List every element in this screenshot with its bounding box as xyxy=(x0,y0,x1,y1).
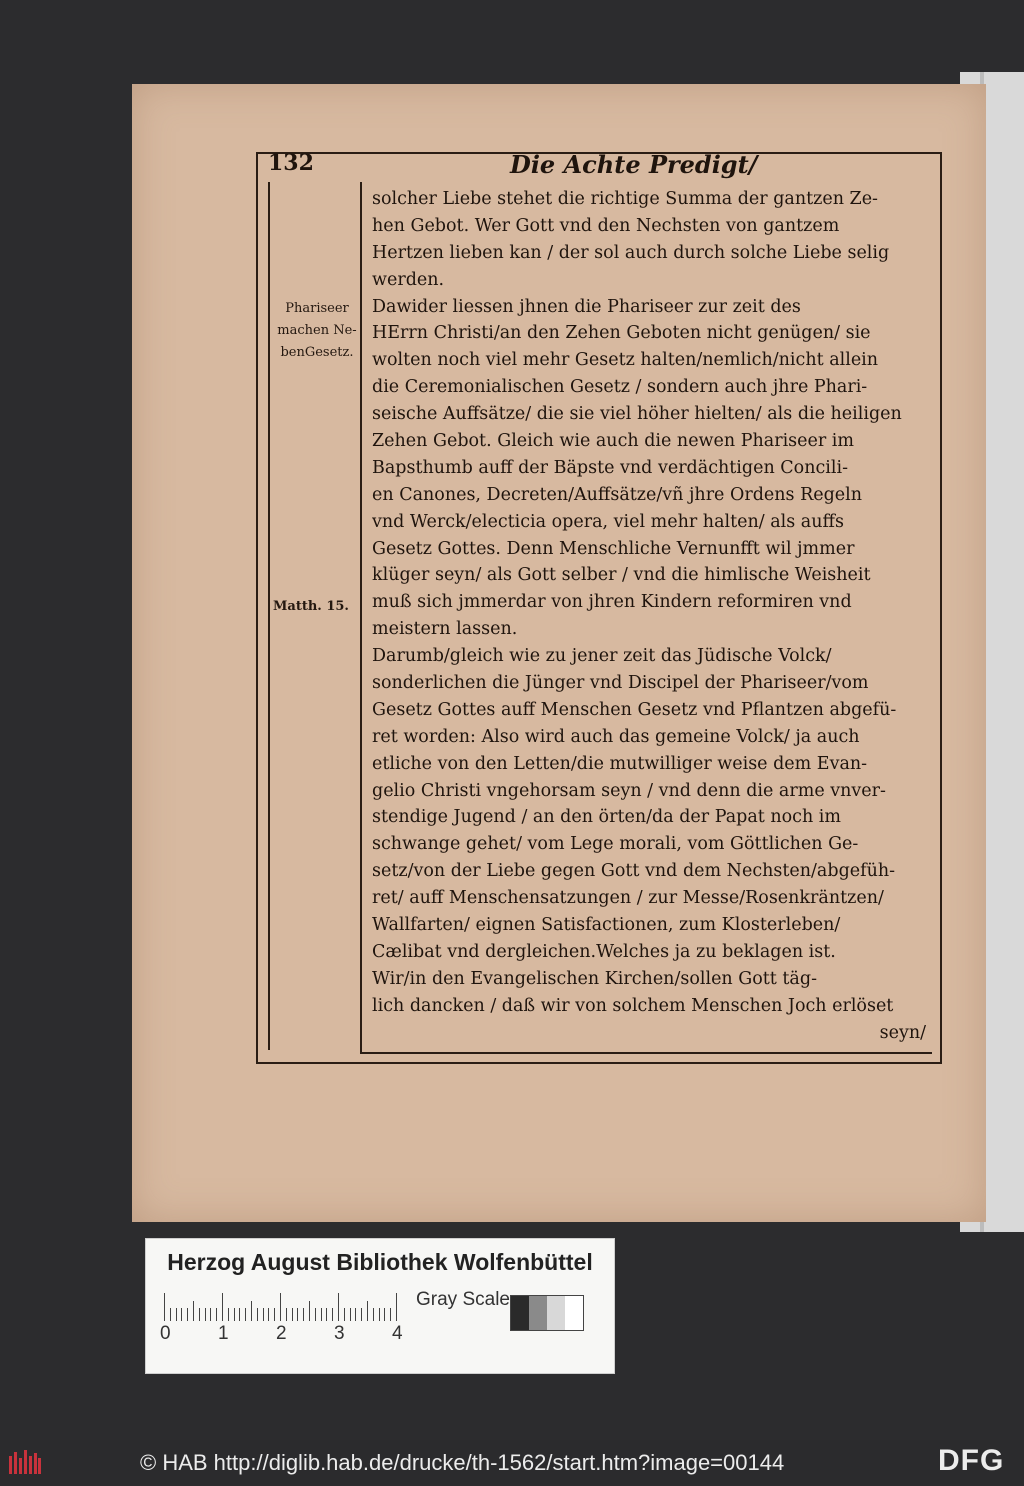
ruler-tick xyxy=(332,1308,333,1321)
text-line: klüger seyn/ als Gott selber / vnd die himlische Weisheit xyxy=(372,565,871,586)
grayscale-swatch xyxy=(529,1296,547,1330)
ruler-tick xyxy=(361,1308,362,1321)
text-line: stendige Jugend / an den örten/da der Papat noch im xyxy=(372,807,841,828)
ruler-tick xyxy=(326,1308,327,1321)
text-line: HErrn Christi/an den Zehen Geboten nicht genügen/ sie xyxy=(372,323,871,344)
ruler-tick xyxy=(251,1301,252,1321)
text-line: Dawider liessen jhnen die Phariseer zur zeit des xyxy=(372,296,801,317)
grayscale-swatch xyxy=(511,1296,529,1330)
page-number: 132 xyxy=(268,150,314,176)
text-line: setz/von der Liebe gegen Gott vnd dem Nechsten/abgefüh- xyxy=(372,861,896,882)
text-line: werden. xyxy=(372,269,445,290)
ruler-number: 0 xyxy=(160,1323,171,1344)
body-text xyxy=(372,186,928,1047)
ruler-tick xyxy=(338,1293,339,1321)
ruler-tick xyxy=(344,1308,345,1321)
hab-logo-icon xyxy=(8,1448,42,1478)
text-line: lich dancken / daß wir von solchem Menschen Joch erlöset xyxy=(372,995,894,1016)
ruler-tick xyxy=(367,1301,368,1321)
source-url-text[interactable]: © HAB http://diglib.hab.de/drucke/th-1562/start.htm?image=00144 xyxy=(140,1450,785,1475)
grayscale-label: Gray Scale xyxy=(416,1289,510,1310)
margin-note-phariseer: Phariseer machen Ne- benGesetz. xyxy=(277,301,357,360)
ruler-tick xyxy=(297,1308,298,1321)
text-line: muß sich jmmerdar von jhren Kindern reformiren vnd xyxy=(372,592,852,613)
library-name: Herzog August Bibliothek Wolfenbüttel xyxy=(167,1249,593,1275)
dfg-logo: DFG xyxy=(938,1444,1005,1477)
text-line: etliche von den Letten/die mutwilliger weise dem Evan- xyxy=(372,753,868,774)
text-line: vnd Werck/electicia opera, viel mehr halten/ als auffs xyxy=(372,511,844,532)
ruler-number: 3 xyxy=(334,1323,345,1344)
ruler-tick xyxy=(379,1308,380,1321)
ruler-tick xyxy=(187,1308,188,1321)
ruler-tick xyxy=(176,1308,177,1321)
ruler-tick xyxy=(263,1308,264,1321)
ruler-tick xyxy=(303,1308,304,1321)
running-head: Die Achte Predigt/ xyxy=(510,150,758,179)
grayscale-swatch xyxy=(565,1296,583,1330)
grayscale-swatch xyxy=(547,1296,565,1330)
library-label-card xyxy=(145,1238,615,1374)
text-line: seische Auffsätze/ die sie viel höher hielten/ als die heiligen xyxy=(372,404,902,425)
margin-note-matth: Matth. 15. xyxy=(273,599,349,614)
text-line: gelio Christi vngehorsam seyn / vnd denn die arme vnver- xyxy=(372,780,886,801)
text-line: en Canones, Decreten/Auffsätze/vñ jhre Ordens Regeln xyxy=(372,484,863,505)
text-line: wolten noch viel mehr Gesetz halten/nemlich/nicht allein xyxy=(372,350,879,371)
catchword: seyn/ xyxy=(879,1022,926,1043)
text-line: Darumb/gleich wie zu jener zeit das Jüdische Volck/ xyxy=(372,646,832,667)
ruler-tick xyxy=(234,1308,235,1321)
ruler-tick xyxy=(373,1308,374,1321)
ruler-tick xyxy=(309,1301,310,1321)
text-line: schwange gehet/ vom Lege morali, vom Göttlichen Ge- xyxy=(372,834,859,855)
ruler-tick xyxy=(228,1308,229,1321)
text-line: Gesetz Gottes. Denn Menschliche Vernunfft wil jmmer xyxy=(372,538,855,559)
ruler-tick xyxy=(210,1308,211,1321)
ruler-tick xyxy=(390,1308,391,1321)
ruler-tick xyxy=(355,1308,356,1321)
ruler-tick xyxy=(396,1293,397,1321)
ruler-tick xyxy=(239,1308,240,1321)
ruler-tick xyxy=(193,1301,194,1321)
ruler-tick xyxy=(286,1308,287,1321)
ruler-tick xyxy=(268,1308,269,1321)
text-line: Wallfarten/ eignen Satisfactionen, zum Klosterleben/ xyxy=(372,915,841,936)
text-line: Gesetz Gottes auff Menschen Gesetz vnd Pflantzen abgefü- xyxy=(372,699,897,720)
ruler-tick xyxy=(216,1308,217,1321)
text-line: sonderlichen die Jünger vnd Discipel der Phariseer/vom xyxy=(372,673,869,694)
text-line: meistern lassen. xyxy=(372,619,518,640)
text-line: die Ceremonialischen Gesetz / sondern auch jhre Phari- xyxy=(372,377,868,398)
ruler-tick xyxy=(315,1308,316,1321)
text-line: ret/ auff Menschensatzungen / zur Messe/Rosenkräntzen/ xyxy=(372,888,884,909)
ruler-tick xyxy=(292,1308,293,1321)
text-line: Cælibat vnd dergleichen.Welches ja zu beklagen ist. xyxy=(372,941,836,962)
ruler-tick xyxy=(164,1293,165,1321)
text-line: Hertzen lieben kan / der sol auch durch solche Liebe selig xyxy=(372,242,890,263)
ruler-tick xyxy=(274,1308,275,1321)
ruler-tick xyxy=(222,1293,223,1321)
text-line: Zehen Gebot. Gleich wie auch die newen Phariseer im xyxy=(372,431,854,452)
ruler-number: 4 xyxy=(392,1323,403,1344)
footer-bar xyxy=(0,1440,1024,1486)
ruler-tick xyxy=(181,1308,182,1321)
ruler-number: 1 xyxy=(218,1323,229,1344)
text-line: Bapsthumb auff der Bäpste vnd verdächtigen Concili- xyxy=(372,457,848,478)
text-line: ret worden: Also wird auch das gemeine Volck/ ja auch xyxy=(372,726,860,747)
ruler-tick xyxy=(170,1308,171,1321)
ruler-tick xyxy=(321,1308,322,1321)
ruler-tick xyxy=(384,1308,385,1321)
text-line: solcher Liebe stehet die richtige Summa der gantzen Ze- xyxy=(372,189,878,209)
text-line: Wir/in den Evangelischen Kirchen/sollen Gott täg- xyxy=(372,968,817,989)
ruler-tick xyxy=(245,1308,246,1321)
ruler-tick xyxy=(257,1308,258,1321)
ruler-tick xyxy=(350,1308,351,1321)
ruler-tick xyxy=(205,1308,206,1321)
text-line: hen Gebot. Wer Gott vnd den Nechsten von gantzem xyxy=(372,215,840,236)
grayscale-swatch-bar xyxy=(510,1295,584,1331)
ruler-number: 2 xyxy=(276,1323,287,1344)
scale-ruler xyxy=(164,1291,394,1321)
ruler-tick xyxy=(199,1308,200,1321)
ruler-tick xyxy=(280,1293,281,1321)
